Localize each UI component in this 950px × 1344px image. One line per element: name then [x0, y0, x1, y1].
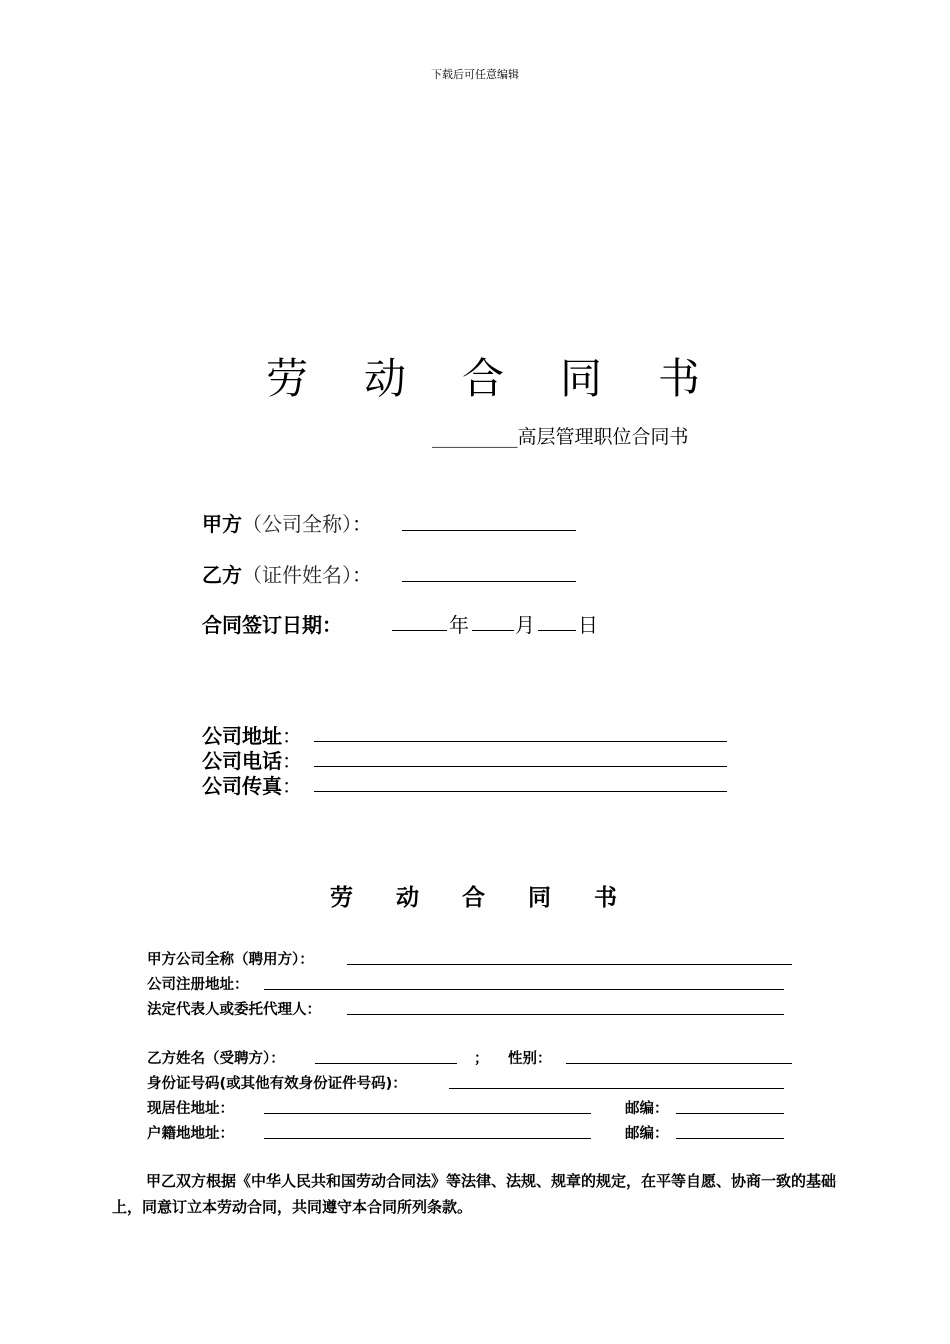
postcode-field-2[interactable] [676, 1138, 784, 1139]
current-address-field[interactable] [264, 1113, 591, 1114]
cover-subtitle: _________高层管理职位合同书 [432, 426, 689, 448]
id-number-field[interactable] [449, 1088, 784, 1089]
gender-label: 性别： [508, 1051, 552, 1067]
cover-title: 劳动合同书 [266, 354, 757, 403]
company-fax-field[interactable] [314, 791, 727, 792]
postcode-label-2: 邮编： [625, 1126, 669, 1142]
postcode-field-1[interactable] [676, 1113, 784, 1114]
party-b-label: 乙方 [202, 563, 242, 587]
employer-name-field[interactable] [347, 964, 792, 965]
employee-name-label: 乙方姓名（受聘方）： [147, 1051, 285, 1067]
postcode-label-1: 邮编： [625, 1101, 669, 1117]
registered-address-field[interactable] [264, 989, 784, 990]
party-a-colon: ： [352, 512, 372, 536]
date-year-field[interactable] [392, 630, 447, 631]
party-a-hint: （公司全称） [242, 512, 352, 536]
date-month-label: 月 [515, 613, 535, 637]
semicolon: ； [474, 1051, 489, 1067]
contract-title: 劳动合同书 [330, 885, 660, 911]
registered-address-label: 公司注册地址： [147, 977, 249, 993]
company-phone-label: 公司电话 [202, 749, 282, 773]
company-address-field[interactable] [314, 741, 727, 742]
party-b-row [202, 559, 372, 588]
company-address-colon: ： [282, 724, 302, 748]
company-phone-colon: ： [282, 749, 302, 773]
legal-rep-label: 法定代表人或委托代理人： [147, 1002, 321, 1018]
household-address-label: 户籍地地址： [147, 1126, 234, 1142]
date-day-label: 日 [578, 613, 598, 637]
employee-name-field[interactable] [315, 1063, 457, 1064]
party-b-field[interactable] [402, 581, 576, 582]
sign-date-label: 合同签订日期： [202, 613, 342, 637]
date-day-field[interactable] [538, 630, 576, 631]
party-b-hint: （证件姓名） [242, 563, 352, 587]
party-b-colon: ： [352, 563, 372, 587]
header-note: 下载后可任意编辑 [431, 68, 519, 81]
company-fax-colon: ： [282, 774, 302, 798]
household-address-field[interactable] [264, 1138, 591, 1139]
company-fax-label: 公司传真 [202, 774, 282, 798]
date-year-label: 年 [449, 613, 469, 637]
intro-paragraph: 甲乙双方根据《中华人民共和国劳动合同法》等法律、法规、规章的规定，在平等自愿、协商一致的基础上，同意订立本劳动合同，共同遵守本合同所列条款。 [112, 1172, 837, 1216]
gender-field[interactable] [566, 1063, 792, 1064]
party-a-row [202, 508, 372, 537]
party-a-label: 甲方 [202, 512, 242, 536]
company-address-label: 公司地址 [202, 724, 282, 748]
company-fax-row [202, 770, 302, 799]
legal-rep-field[interactable] [347, 1014, 784, 1015]
date-month-field[interactable] [472, 630, 514, 631]
id-number-label: 身份证号码(或其他有效身份证件号码)： [147, 1076, 407, 1092]
party-a-field[interactable] [402, 530, 576, 531]
current-address-label: 现居住地址： [147, 1101, 234, 1117]
employer-name-label: 甲方公司全称（聘用方）： [147, 952, 314, 968]
company-phone-field[interactable] [314, 766, 727, 767]
